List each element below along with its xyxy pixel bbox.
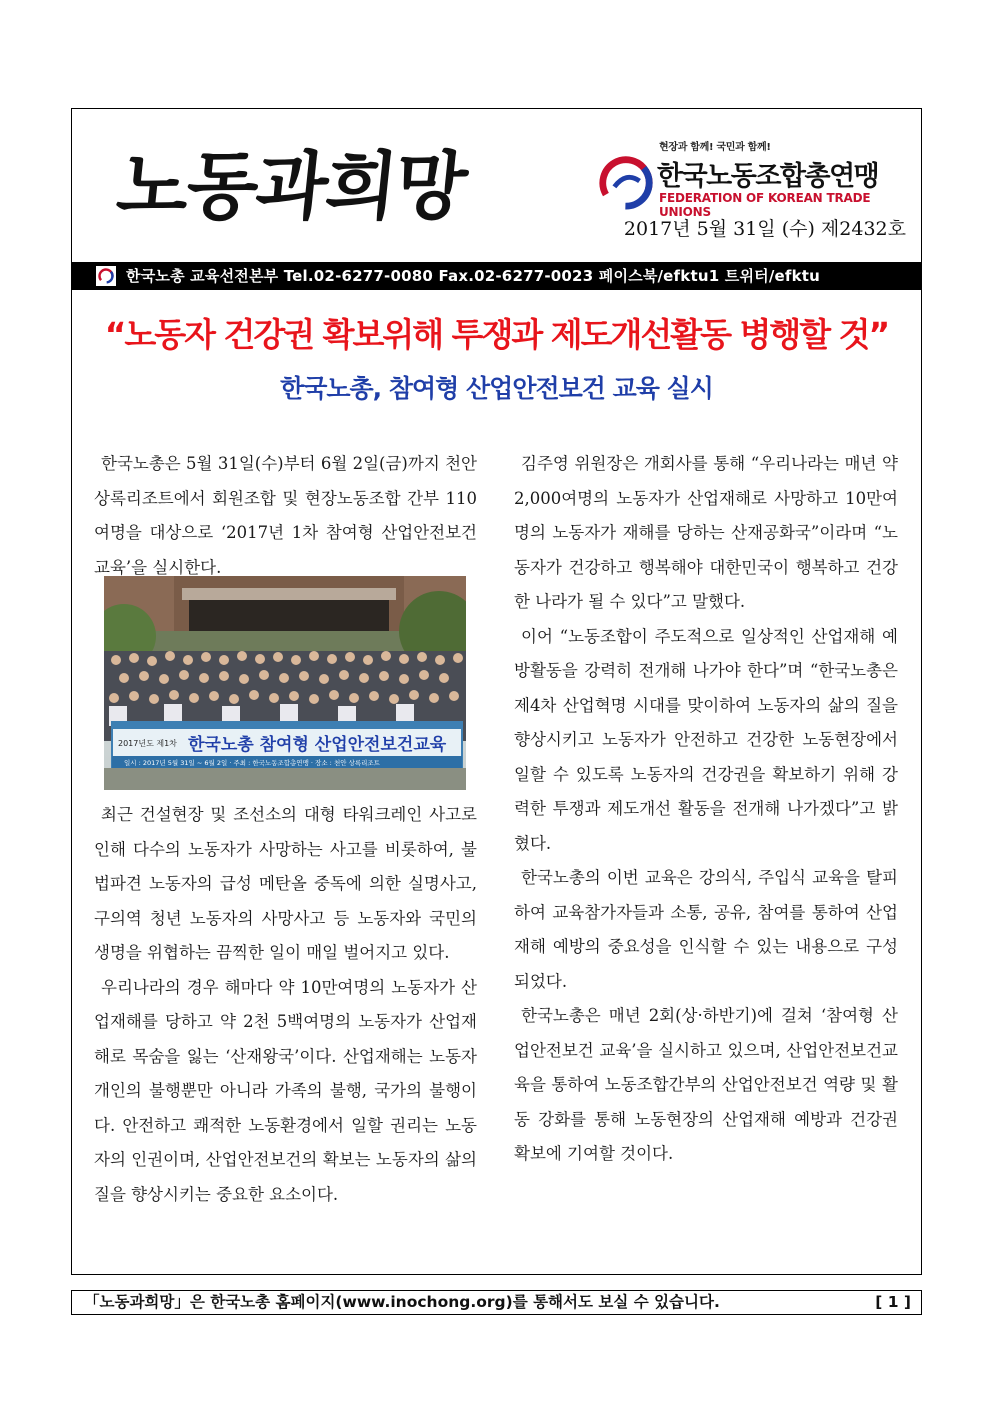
- paragraph: 최근 건설현장 및 조선소의 대형 타워크레인 사고로 인해 다수의 노동자가 사망하는 사고를 비롯하여, 불법파견 노동자의 급성 메탄올 중독에 의한 실명사고, 구의역 청년 노동자의 사망사고 등 노동자와 국민의 생명을 위협하는 끔찍한 일이 매일 벌어지고 있다.: [94, 805, 477, 962]
- article-headline: “노동자 건강권 확보위해 투쟁과 제도개선활동 병행할 것”: [104, 315, 889, 354]
- newsletter-title: 노동과희망: [112, 144, 470, 230]
- contact-info: 한국노총 교육선전본부 Tel.02-6277-0080 Fax.02-6277-0023 페이스북/efktu1 트위터/efktu: [126, 267, 821, 285]
- org-name-korean: 한국노동조합총연맹: [657, 161, 879, 192]
- group-photo-illustration: [104, 576, 466, 790]
- paragraph: 한국노총의 이번 교육은 강의식, 주입식 교육을 탈피하여 교육참가자들과 소통, 공유, 참여를 통하여 산업재해 예방의 중요성을 인식할 수 있는 내용으로 구성되었다.: [514, 868, 898, 991]
- left-column-top: [94, 447, 477, 585]
- page-number: [ 1 ]: [875, 1293, 911, 1311]
- page-footer: [71, 1290, 922, 1315]
- issue-date-number: 2017년 5월 31일 (수) 제2432호: [623, 218, 906, 240]
- paragraph: 우리나라의 경우 해마다 약 10만여명의 노동자가 산업재해를 당하고 약 2천 5백여명의 노동자가 산업재해로 목숨을 잃는 ‘산재왕국’이다. 산업재해는 노동자 개인의 불행뿐만 아니라 가족의 불행, 국가의 불행이다. 안전하고 쾌적한 노동환경에서 일할 권리는 노동자의 인권이며, 산업안전보건의 확보는 노동자의 삶의 질을 향상시키는 중요한 요소이다.: [94, 977, 477, 1204]
- article-subheadline: 한국노총, 참여형 산업안전보건 교육 실시: [280, 374, 713, 403]
- paragraph: 한국노총은 매년 2회(상·하반기)에 걸쳐 ‘참여형 산업안전보건 교육’을 실시하고 있으며, 산업안전보건교육을 통하여 노동조합간부의 산업안전보건 역량 및 활동 강화를 통해 노동현장의 산업재해 예방과 건강권 확보에 기여할 것이다.: [514, 1006, 898, 1163]
- org-name-english: FEDERATION OF KOREAN TRADE UNIONS: [659, 191, 871, 219]
- banner-year-label: 2017년도 제1차: [118, 739, 177, 748]
- banner-details: 일시 : 2017년 5월 31일 ~ 6월 2일 · 주최 : 한국노동조합총연맹 · 장소 : 천안 상록리조트: [124, 759, 380, 767]
- right-column: [514, 447, 898, 1172]
- fktu-logo-small-icon: [96, 266, 116, 286]
- fktu-logo-icon: [597, 152, 655, 210]
- paragraph: 한국노총은 5월 31일(수)부터 6월 2일(금)까지 천안 상록리조트에서 회원조합 및 현장노동조합 간부 110여명을 대상으로 ‘2017년 1차 참여형 산업안전보건 교육’을 실시한다.: [94, 454, 477, 577]
- org-slogan: 현장과 함께! 국민과 함께!: [659, 142, 771, 153]
- footer-homepage-note: 「노동과희망」은 한국노총 홈페이지(www.inochong.org)를 통해서도 보실 수 있습니다.: [84, 1293, 720, 1311]
- paragraph: 이어 “노동조합이 주도적으로 일상적인 산업재해 예방활동을 강력히 전개해 나가야 한다”며 “한국노총은 제4차 산업혁명 시대를 맞이하여 노동자의 삶의 질을 향상시키고 노동자가 안전하고 건강한 노동현장에서 일할 수 있도록 노동자의 건강권을 확보하기 위해 강력한 투쟁과 제도개선 활동을 전개해 나가겠다”고 밝혔다.: [514, 626, 898, 853]
- paragraph: 김주영 위원장은 개회사를 통해 “우리나라는 매년 약 2,000여명의 노동자가 산업재해로 사망하고 10만여명의 노동자가 재해를 당하는 산재공화국”이라며 “노동자가 건강하고 행복해야 대한민국이 행복하고 건강한 나라가 될 수 있다”고 말했다.: [514, 454, 898, 611]
- banner-title: 한국노총 참여형 산업안전보건교육: [188, 735, 447, 755]
- left-column-bottom: [94, 798, 477, 1212]
- event-group-photo: [104, 576, 466, 790]
- contact-bar: [71, 262, 922, 290]
